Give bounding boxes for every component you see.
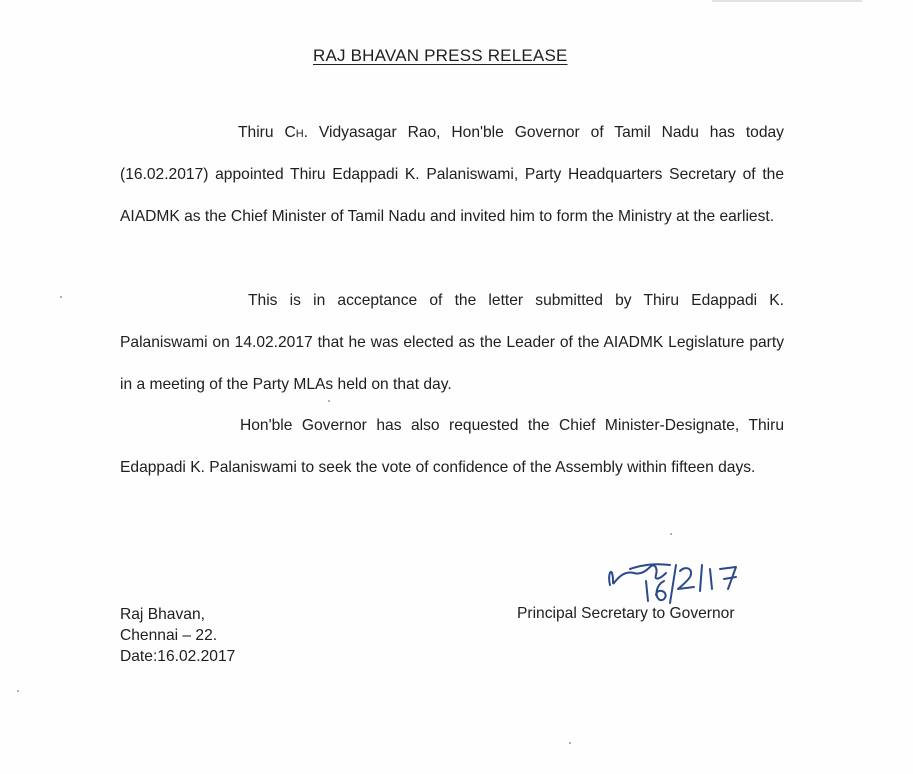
paragraph-appointment-body: Vidyasagar Rao, Hon'ble Governor of Tamil Nadu has today (16.02.2017) appointed Thiru Edappadi K. Palaniswami, Party Headquarters Secretary of the AIADMK as the Chief Minister of Tamil Nadu and invited him to form the Ministry at the earliest. [120,124,784,225]
signatory-designation: Principal Secretary to Governor [517,605,735,622]
paragraph-appointment-lead: Thiru [238,124,285,141]
signature-initial-stroke [609,565,666,585]
scan-edge-mark [712,0,862,2]
signature-date-1 [646,581,648,601]
address-line-date: Date:16.02.2017 [120,648,236,665]
signature-date-slash-2 [700,565,702,591]
address-line-city: Chennai – 22. [120,627,218,644]
scan-speck [17,690,19,692]
scan-speck [670,533,672,535]
paragraph-acceptance [120,280,784,406]
signature-date-2 [678,568,694,589]
page-title: RAJ BHAVAN PRESS RELEASE [313,46,568,65]
paragraph-acceptance-text: This is in acceptance of the letter submitted by Thiru Edappadi K. Palaniswami on 14.02.2017 that he was elected as the Leader of the AIADMK Legislature party in a meeting of the Party MLAs held on that day. [120,292,784,393]
scan-speck [60,296,62,298]
paragraph-confidence-vote-text: Hon'ble Governor has also requested the Chief Minister-Designate, Thiru Edappadi K. Palaniswami to seek the vote of confidence of the Assembly within fifteen days. [120,417,784,476]
signature-date-7-bar [724,577,736,579]
paragraph-appointment [120,112,784,238]
signature-date-1b [710,569,712,589]
signature-date-6 [656,581,666,600]
signature-date-slash [670,565,676,603]
sender-address-block [120,604,235,667]
scan-speck [569,742,571,744]
paragraph-appointment-initial: Ch. [284,124,308,141]
address-line-office: Raj Bhavan, [120,606,205,623]
scan-speck [328,400,330,402]
paragraph-confidence-vote [120,405,784,489]
